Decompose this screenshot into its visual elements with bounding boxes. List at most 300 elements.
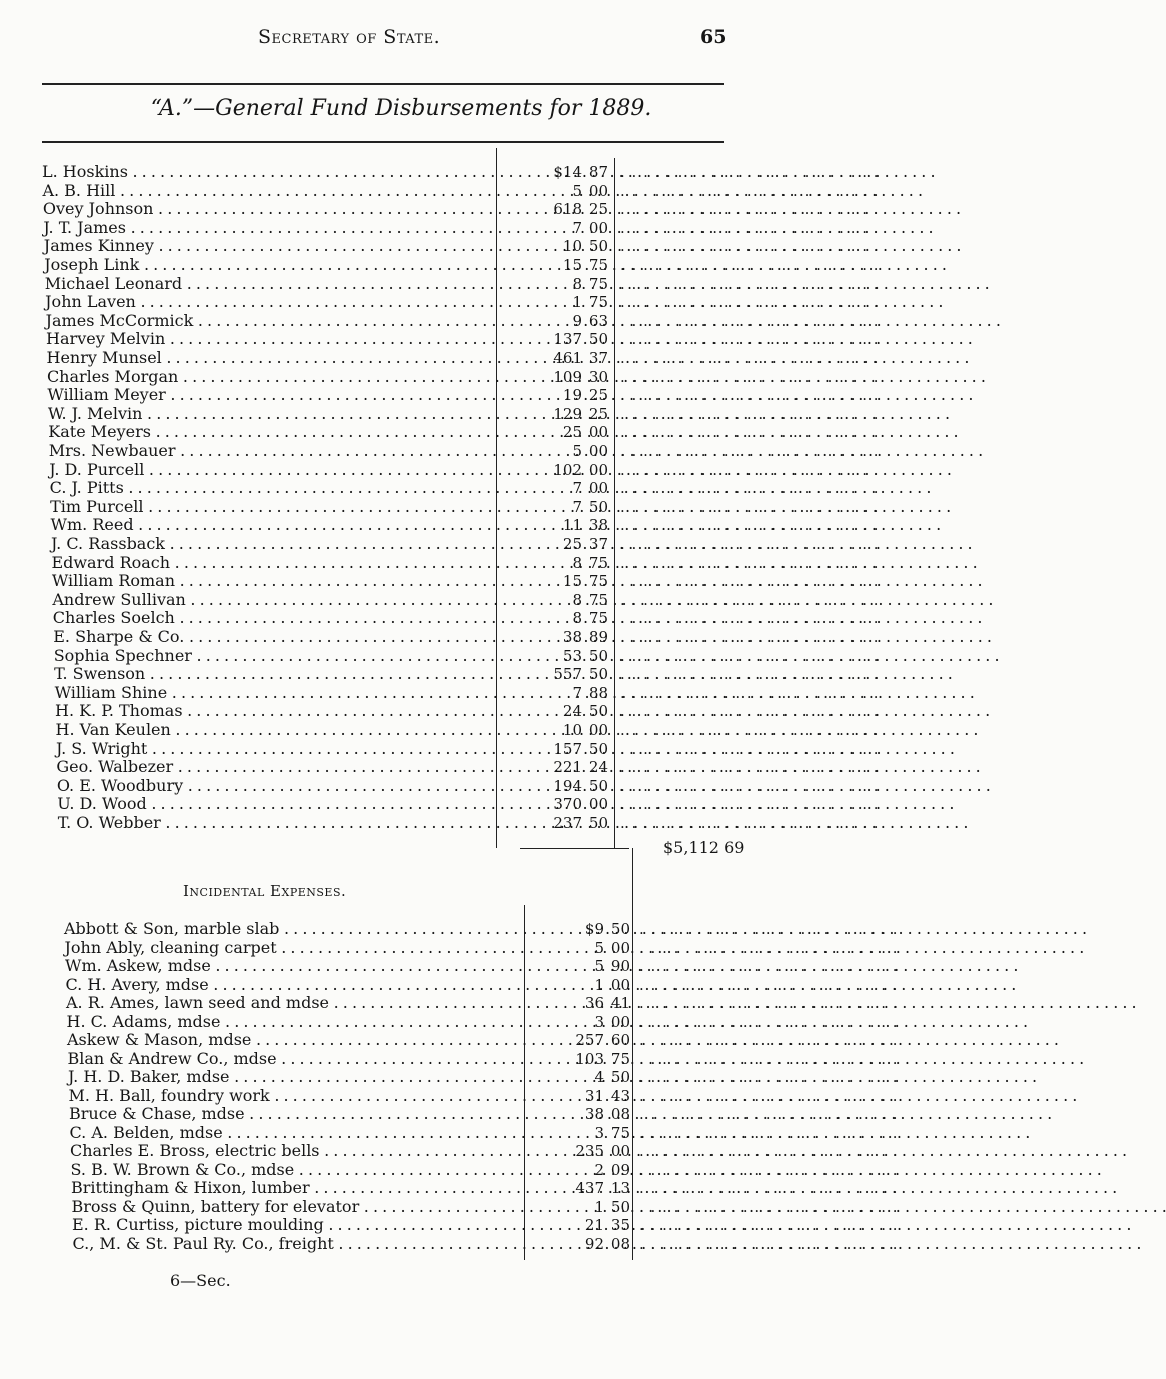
amount-dollars: 92 [584, 1234, 604, 1253]
amount-dollars: 8 [572, 553, 582, 572]
dot-leader: . . . . . . . . . . . . . . . . . . . . . . . [620, 683, 880, 702]
dot-leader: . . . . . . . . . . . . . . . . . . . . . . . [620, 646, 880, 665]
amount-cents: 00 [588, 181, 608, 200]
amount-dollars: 25 [562, 423, 582, 442]
amount-dollars: 8 [572, 274, 582, 293]
amount-dollars: 9 [572, 311, 582, 330]
list-item [0, 1030, 899, 1049]
amount-dollars: 5 [594, 957, 604, 975]
payee-name: Harvey Melvin . . . [46, 330, 494, 348]
payee-name: E. R. Curtiss, picture moulding . . . [72, 1216, 520, 1234]
amount [530, 702, 608, 720]
amount-dollars: 10 [562, 721, 582, 739]
amount-dollars: 5 [594, 938, 604, 957]
amount [530, 721, 608, 739]
top-rule [42, 83, 724, 85]
payee-name: A. R. Ames, lawn seed and mdse . . . [66, 994, 520, 1012]
amount-cents: 00 [588, 218, 608, 237]
amount-cents: 50 [610, 920, 630, 938]
amount-dollars: 24 [562, 702, 582, 721]
amount [552, 1013, 630, 1031]
list-item [0, 738, 880, 758]
amount [552, 1198, 630, 1216]
dot-leader: . . . . . . . . . . . . . . . . . . . . . . . [620, 479, 880, 498]
amount-dollars: 5 [572, 442, 582, 460]
payee-name: William Shine . . . [55, 684, 494, 702]
amount [552, 1161, 630, 1179]
amount-cents: 75 [588, 256, 608, 274]
dot-leader: . . . . . . . . . . . . . . . . . . . . . . . [620, 590, 880, 609]
dot-leader: . . . . . . . . . . . . . . . . . . . . . . . [639, 1142, 899, 1160]
list-item [0, 1104, 899, 1123]
amount-cents: 00 [588, 423, 608, 442]
amount-cents: 50 [588, 739, 608, 758]
dot-leader: . . . . . . . . . . . . . . . . . . . . . . . [639, 1031, 899, 1049]
amount [530, 777, 608, 795]
list-item [0, 956, 899, 975]
payee-name: J. D. Purcell . . . [49, 461, 494, 479]
amount [530, 591, 608, 609]
amount-dollars: 157 [553, 739, 582, 758]
amount [530, 814, 608, 832]
amount [530, 516, 608, 534]
amount-dollars: 38 [562, 628, 582, 646]
amount-dollars: 15 [562, 572, 582, 591]
payee-name: T. Swenson . . . [54, 665, 494, 683]
list-item [0, 937, 899, 957]
amount [530, 684, 608, 702]
dot-leader: . . . . . . . . . . . . . . . . . . . . . . . [620, 721, 880, 739]
list-item [0, 775, 880, 795]
amount-cents: 50 [588, 497, 608, 516]
list-item [0, 682, 880, 702]
amount-cents: 90 [610, 957, 630, 975]
payee-name: James Kinney . . . [44, 237, 494, 255]
list-item [0, 292, 880, 312]
dot-leader: . . . . . . . . . . . . . . . . . . . . . . . [620, 349, 880, 367]
section-heading: Incidental Expenses. [183, 882, 347, 900]
amount-cents: 00 [588, 479, 608, 498]
amount-dollars: 5 [572, 181, 582, 200]
payee-name: Askew & Mason, mdse . . . [67, 1031, 520, 1049]
amount-cents: 25 [588, 386, 608, 405]
amount [530, 312, 608, 330]
dot-leader: . . . . . . . . . . . . . . . . . . . . . . . [620, 758, 880, 777]
dot-leader: . . . . . . . . . . . . . . . . . . . . . . . [620, 200, 880, 219]
amount [552, 920, 630, 938]
amount-dollars: 4 [594, 1068, 604, 1086]
amount [552, 976, 630, 994]
payee-name: O. E. Woodbury . . . [57, 777, 494, 795]
dot-leader: . . . . . . . . . . . . . . . . . . . . . . . [639, 1068, 899, 1086]
amount [530, 219, 608, 237]
list-item [0, 459, 880, 479]
dot-leader: . . . . . . . . . . . . . . . . . . . . . . . [639, 1105, 899, 1123]
list-item [0, 236, 880, 256]
dot-leader: . . . . . . . . . . . . . . . . . . . . . . . [620, 163, 880, 181]
amount [530, 200, 608, 218]
amount [552, 1142, 630, 1160]
amount-dollars: 31 [584, 1086, 604, 1105]
title-rule [42, 141, 724, 143]
amount-cents: 75 [588, 609, 608, 628]
amount [530, 405, 608, 423]
list-item [0, 701, 880, 721]
list-item [0, 974, 899, 994]
payee-name: Bross & Quinn, battery for elevator . . . [72, 1198, 521, 1216]
amount-cents: 50 [588, 665, 608, 684]
amount-dollars: 53 [562, 646, 582, 665]
amount-cents: 38 [588, 516, 608, 535]
amount-dollars: 618 [553, 200, 582, 219]
list-item [0, 645, 880, 665]
list-item [0, 422, 880, 442]
amount [530, 293, 608, 311]
list-item [0, 993, 899, 1012]
amount-cents: 60 [610, 1031, 630, 1049]
amount [552, 1031, 630, 1049]
amount-cents: 75 [588, 572, 608, 591]
amount-cents: 00 [610, 1012, 630, 1031]
payee-name: H. C. Adams, mdse . . . [67, 1013, 521, 1031]
dot-leader: . . . . . . . . . . . . . . . . . . . . . . . [639, 1197, 899, 1216]
amount-cents: 00 [610, 975, 630, 994]
amount-cents: 25 [588, 404, 608, 423]
list-item [0, 1141, 899, 1160]
dot-leader: . . . . . . . . . . . . . . . . . . . . . . . [620, 256, 880, 274]
list-item [0, 794, 880, 814]
list-item [0, 627, 880, 646]
amount-dollars: 1 [594, 1197, 604, 1216]
dot-leader: . . . . . . . . . . . . . . . . . . . . . . . [639, 920, 899, 938]
dot-leader: . . . . . . . . . . . . . . . . . . . . . . . [620, 181, 880, 200]
amount-cents: 41 [610, 994, 630, 1012]
list-item [0, 310, 880, 330]
amount [552, 1216, 630, 1234]
amount-dollars: 15 [562, 256, 582, 274]
list-item [0, 217, 880, 237]
amount [552, 1124, 630, 1142]
payee-name: H. K. P. Thomas . . . [55, 702, 494, 720]
payee-name: Blan & Andrew Co., mdse . . . [68, 1050, 521, 1068]
payee-name: Ovey Johnson . . . [43, 200, 494, 218]
amount-dollars: 2 [594, 1160, 604, 1179]
payee-name: Wm. Reed . . . [51, 516, 494, 534]
payee-name: W. J. Melvin . . . [48, 405, 494, 423]
payee-name: Tim Purcell . . . [50, 498, 494, 516]
dot-leader: . . . . . . . . . . . . . . . . . . . . . . . [639, 1234, 899, 1253]
payee-name: J. C. Rassback . . . [51, 535, 494, 553]
dot-leader: . . . . . . . . . . . . . . . . . . . . . . . [620, 218, 880, 237]
amount-dollars: 25 [562, 535, 582, 553]
dot-leader: . . . . . . . . . . . . . . . . . . . . . . . [620, 404, 880, 423]
amount-dollars: 7 [572, 683, 582, 702]
amount-cents: 00 [588, 442, 608, 460]
amount [530, 386, 608, 404]
list-item [0, 813, 880, 832]
amount [530, 795, 608, 813]
dot-leader: . . . . . . . . . . . . . . . . . . . . . . . [639, 938, 899, 957]
signature-mark: 6—Sec. [170, 1271, 231, 1290]
amount-dollars: 7 [572, 218, 582, 237]
amount-dollars: 102 [553, 460, 582, 479]
amount-cents: 88 [588, 683, 608, 702]
dot-leader: . . . . . . . . . . . . . . . . . . . . . . . [620, 386, 880, 405]
payee-name: John Ably, cleaning carpet . . . [65, 939, 521, 957]
amount [530, 665, 608, 683]
list-item [0, 441, 880, 460]
amount-dollars: 461 [553, 349, 582, 367]
payee-name: C., M. & St. Paul Ry. Co., freight . . . [73, 1235, 521, 1253]
payee-name: Sophia Spechner . . . [54, 647, 494, 665]
dot-leader: . . . . . . . . . . . . . . . . . . . . . . . [620, 702, 880, 721]
dot-leader: . . . . . . . . . . . . . . . . . . . . . . . [620, 665, 880, 684]
amount [530, 572, 608, 590]
list-item [0, 348, 880, 367]
dot-leader: . . . . . . . . . . . . . . . . . . . . . . . [620, 739, 880, 758]
amount-dollars: 36 [584, 994, 604, 1012]
amount [552, 1179, 630, 1197]
dot-leader: . . . . . . . . . . . . . . . . . . . . . . . [639, 1123, 899, 1142]
list-item [0, 552, 880, 572]
amount-dollars: 129 [553, 404, 582, 423]
list-item [0, 1122, 899, 1142]
amount-cents: 13 [610, 1179, 630, 1197]
list-item [0, 255, 880, 274]
dot-leader: . . . . . . . . . . . . . . . . . . . . . . . [639, 1012, 899, 1031]
dot-leader: . . . . . . . . . . . . . . . . . . . . . . . [639, 1179, 899, 1197]
running-header [0, 26, 802, 50]
amount-cents: 75 [588, 274, 608, 293]
payee-name: Joseph Link . . . [44, 256, 494, 274]
list-item [0, 273, 880, 293]
payee-name: U. D. Wood . . . [57, 795, 494, 813]
payee-name: Henry Munsel . . . [47, 349, 495, 367]
amount [552, 1087, 630, 1105]
amount-dollars: $14 [553, 163, 582, 181]
amount-cents: 50 [588, 702, 608, 721]
amount-dollars: 103 [575, 1049, 604, 1068]
list-item [0, 1011, 899, 1031]
amount [530, 275, 608, 293]
amount-dollars: 10 [562, 237, 582, 256]
amount-dollars: 237 [553, 814, 582, 832]
amount [530, 182, 608, 200]
list-item [0, 385, 880, 405]
payee-name: C. H. Avery, mdse . . . [66, 976, 521, 994]
amount-cents: 09 [610, 1160, 630, 1179]
dot-leader: . . . . . . . . . . . . . . . . . . . . . . . [620, 311, 880, 330]
amount [552, 1050, 630, 1068]
payee-name: J. S. Wright . . . [56, 740, 494, 758]
amount-dollars: 257 [575, 1031, 604, 1049]
list-item [0, 403, 880, 423]
amount-cents: 75 [610, 1123, 630, 1142]
amount [530, 349, 608, 367]
amount-cents: 89 [588, 628, 608, 646]
dot-leader: . . . . . . . . . . . . . . . . . . . . . . . [620, 460, 880, 479]
amount-dollars: 7 [572, 497, 582, 516]
dot-leader: . . . . . . . . . . . . . . . . . . . . . . . [639, 994, 899, 1012]
payee-name: H. Van Keulen . . . [56, 721, 495, 739]
amount [530, 535, 608, 553]
amount-dollars: 3 [594, 1012, 604, 1031]
dot-leader: . . . . . . . . . . . . . . . . . . . . . . . [620, 367, 880, 386]
amount-dollars: 11 [562, 516, 582, 535]
amount-dollars: 1 [572, 293, 582, 312]
payee-name: John Laven . . . [45, 293, 494, 311]
dot-leader: . . . . . . . . . . . . . . . . . . . . . . . [620, 293, 880, 312]
dot-leader: . . . . . . . . . . . . . . . . . . . . . . . [620, 628, 880, 646]
list-item [0, 1067, 899, 1086]
payee-name: J. H. D. Baker, mdse . . . [68, 1068, 520, 1086]
amount-cents: 50 [588, 237, 608, 256]
dot-leader: . . . . . . . . . . . . . . . . . . . . . . . [620, 274, 880, 293]
list-item [0, 199, 880, 219]
amount-cents: 50 [588, 814, 608, 832]
payee-name: Charles E. Bross, electric bells . . . [70, 1142, 520, 1160]
amount [530, 498, 608, 516]
payee-name: Bruce & Chase, mdse . . . [69, 1105, 520, 1123]
amount-dollars: 370 [553, 795, 582, 814]
dot-leader: . . . . . . . . . . . . . . . . . . . . . . . [639, 1216, 899, 1234]
amount [552, 939, 630, 957]
amount-cents: 43 [610, 1086, 630, 1105]
list-item [0, 589, 880, 609]
dot-leader: . . . . . . . . . . . . . . . . . . . . . . . [620, 442, 880, 460]
amount [530, 237, 608, 255]
amount-cents: 00 [588, 460, 608, 479]
amount-dollars: 8 [572, 590, 582, 609]
list-item [0, 757, 880, 777]
dot-leader: . . . . . . . . . . . . . . . . . . . . . . . [620, 497, 880, 516]
list-item [0, 1233, 899, 1253]
dot-leader: . . . . . . . . . . . . . . . . . . . . . . . [639, 975, 899, 994]
payee-name: James McCormick . . . [46, 312, 494, 330]
dot-leader: . . . . . . . . . . . . . . . . . . . . . . . [620, 553, 880, 572]
amount-cents: 08 [610, 1234, 630, 1253]
amount-dollars: 38 [584, 1105, 604, 1123]
amount [530, 423, 608, 441]
list-item [0, 1178, 899, 1197]
dot-leader: . . . . . . . . . . . . . . . . . . . . . . . [620, 814, 880, 832]
payee-name: Geo. Walbezer . . . [56, 758, 494, 776]
payee-name: Mrs. Newbauer . . . [49, 442, 494, 460]
list-item [0, 1085, 899, 1105]
payee-name: M. H. Ball, foundry work . . . [69, 1087, 521, 1105]
list-item [0, 162, 880, 181]
list-item [0, 496, 880, 516]
amount-cents: 35 [610, 1216, 630, 1234]
amount-cents: 75 [610, 1049, 630, 1068]
payee-name: Michael Leonard . . . [45, 275, 494, 293]
amount-cents: 50 [610, 1197, 630, 1216]
amount [552, 1235, 630, 1253]
amount-cents: 00 [610, 1142, 630, 1160]
dot-leader: . . . . . . . . . . . . . . . . . . . . . . . [639, 1049, 899, 1068]
list-item [0, 1048, 899, 1068]
payee-name: L. Hoskins . . . [42, 163, 494, 181]
amount-cents: 37 [588, 535, 608, 553]
amount-cents: 75 [588, 590, 608, 609]
amount [552, 1105, 630, 1123]
payee-name: A. B. Hill . . . [42, 182, 494, 200]
amount-cents: 50 [588, 330, 608, 349]
amount [530, 461, 608, 479]
amount-dollars: 3 [594, 1123, 604, 1142]
amount [552, 957, 630, 975]
amount-dollars: 194 [553, 776, 582, 795]
payee-name: C. J. Pitts . . . [50, 479, 494, 497]
list-item [0, 1196, 899, 1216]
amount-cents: 30 [588, 367, 608, 386]
list-item [0, 534, 880, 553]
running-title: Secretary of State. [258, 26, 441, 48]
amount-dollars: 437 [575, 1179, 604, 1197]
amount-dollars: $9 [584, 920, 604, 938]
amount-cents: 87 [588, 163, 608, 181]
amount [530, 368, 608, 386]
payee-name: Edward Roach . . . [51, 554, 494, 572]
list-item [0, 608, 880, 628]
amount [530, 256, 608, 274]
amount [552, 994, 630, 1012]
list-item [0, 478, 880, 498]
dot-leader: . . . . . . . . . . . . . . . . . . . . . . . [620, 535, 880, 553]
amount-dollars: 8 [572, 609, 582, 628]
amount-dollars: 137 [553, 330, 582, 349]
list-item [0, 1159, 899, 1179]
page-number: 65 [700, 26, 727, 48]
amount [530, 163, 608, 181]
dot-leader: . . . . . . . . . . . . . . . . . . . . . . . [639, 1160, 899, 1179]
general-fund-total: $5,112 69 [663, 838, 745, 857]
subtotal-rule [520, 848, 629, 849]
payee-name: Charles Soelch . . . [53, 609, 494, 627]
amount-cents: 75 [588, 293, 608, 312]
amount [530, 609, 608, 627]
amount-dollars: 1 [594, 975, 604, 994]
list-item [0, 366, 880, 386]
dot-leader: . . . . . . . . . . . . . . . . . . . . . . . [620, 795, 880, 814]
payee-name: J. T. James . . . [43, 219, 494, 237]
amount-dollars: 21 [584, 1216, 604, 1234]
list-item [0, 180, 880, 200]
amount [530, 330, 608, 348]
payee-name: E. Sharpe & Co. . . . [53, 628, 494, 646]
amount-cents: 00 [588, 795, 608, 814]
list-item [0, 515, 880, 535]
amount-dollars: 557 [553, 665, 582, 684]
payee-name: Charles Morgan . . . [47, 368, 494, 386]
dot-leader: . . . . . . . . . . . . . . . . . . . . . . . [639, 1086, 899, 1105]
list-item [0, 720, 880, 739]
list-item [0, 571, 880, 591]
amount-cents: 00 [610, 938, 630, 957]
dot-leader: . . . . . . . . . . . . . . . . . . . . . . . [620, 423, 880, 442]
payee-name: William Roman . . . [52, 572, 494, 590]
amount-cents: 50 [610, 1068, 630, 1086]
payee-name: C. A. Belden, mdse . . . [70, 1124, 521, 1142]
amount [530, 740, 608, 758]
payee-name: Abbott & Son, marble slab . . . [64, 920, 520, 938]
amount-dollars: 19 [562, 386, 582, 405]
amount-cents: 50 [588, 776, 608, 795]
payee-name: Andrew Sullivan . . . [52, 591, 494, 609]
dot-leader: . . . . . . . . . . . . . . . . . . . . . . . [620, 609, 880, 628]
payee-name: William Meyer . . . [47, 386, 494, 404]
dot-leader: . . . . . . . . . . . . . . . . . . . . . . . [620, 572, 880, 591]
